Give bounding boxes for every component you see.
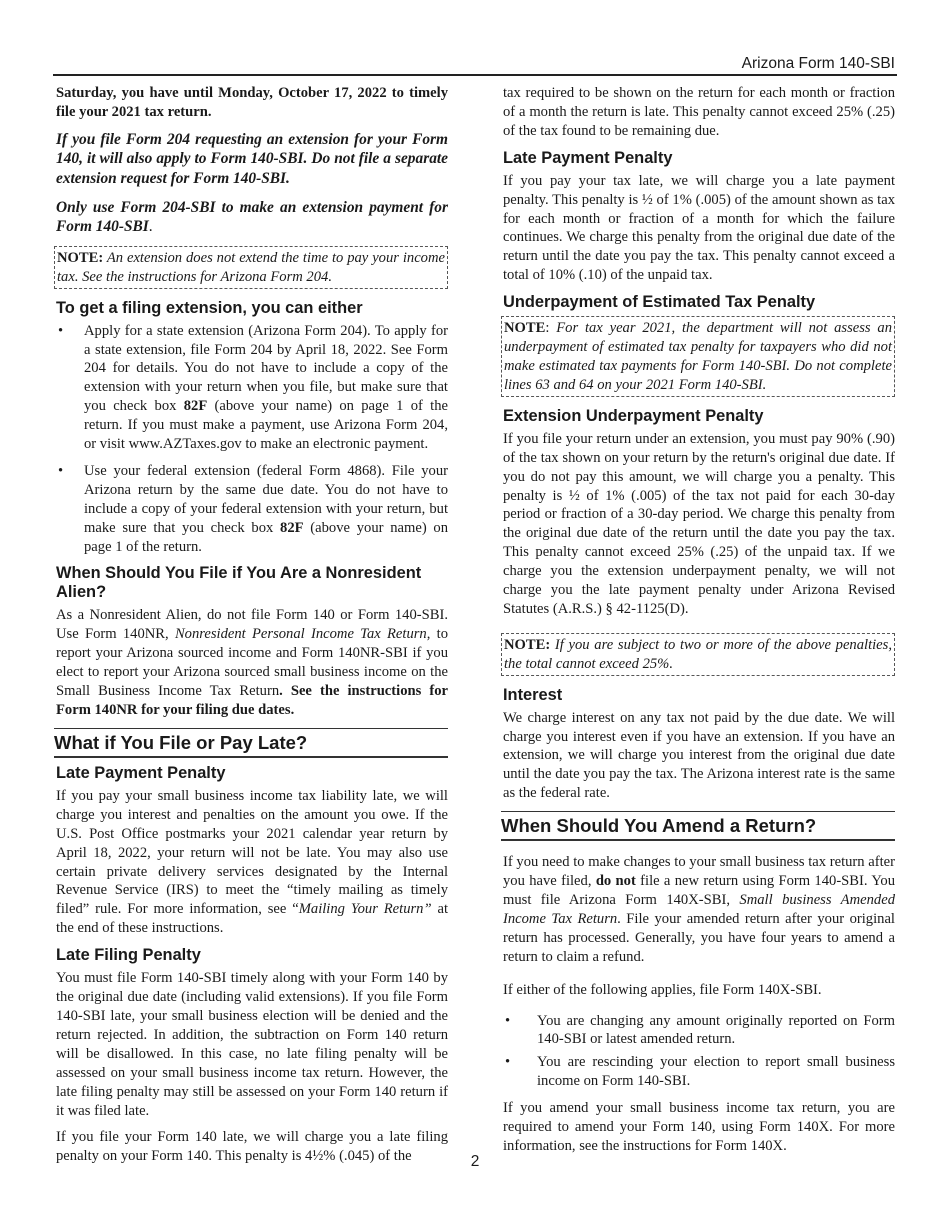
underpayment-heading: Underpayment of Estimated Tax Penalty — [503, 293, 816, 312]
filing-extension-heading: To get a filing extension, you can either — [56, 298, 363, 317]
checkbox-code: 82F — [280, 519, 304, 536]
nonresident-bold: . See the instructions for Form 140NR for your filing due dates. — [56, 683, 448, 718]
list-item-text: (above your name) on page 1 of the return. — [84, 519, 449, 555]
bullet-icon: • — [505, 1012, 511, 1029]
header-rule — [53, 74, 897, 76]
page-number: 2 — [470, 1153, 480, 1170]
form-title-ref: Small business Amended Income Tax Return — [503, 892, 895, 927]
bullet-icon: • — [58, 322, 64, 339]
late-section-heading: What if You File or Pay Late? — [54, 731, 308, 753]
amend-section-heading: When Should You Amend a Return? — [501, 815, 817, 837]
nonresident-text: , to report your Arizona sourced income and Form 140NR-SBI if you elect to report your Arizona sourced small business income on the Small Business Income Tax Return — [56, 626, 449, 700]
extension-payment-end: . — [148, 218, 153, 236]
amend-paragraph-1 — [503, 853, 895, 966]
list-item — [56, 322, 448, 454]
note-label: NOTE — [504, 320, 546, 337]
extension-deadline-text: Saturday, you have until Monday, October 17, 2022 to timely file your 2021 tax return. — [56, 85, 448, 120]
checkbox-code: 82F — [183, 398, 208, 415]
late-payment-paragraph — [56, 787, 448, 938]
bullet-icon: • — [505, 1054, 511, 1071]
nonresident-paragraph — [56, 606, 448, 719]
late-filing-continuation: tax required to be shown on the return for each month or fraction of a month the return is late. This penalty cannot exceed 25% (.25) of the tax found to be remaining due. — [503, 85, 895, 139]
penalty-cap-note-box — [501, 633, 895, 676]
page-header — [0, 0, 950, 76]
extension-deadline-paragraph — [56, 84, 448, 122]
amend-paragraph-2: If either of the following applies, file Form 140X-SBI. — [503, 981, 822, 998]
list-item — [56, 462, 448, 557]
extension-payment-paragraph — [56, 198, 448, 237]
list-item-text: You are rescinding your election to report small business income on Form 140-SBI. — [537, 1054, 895, 1090]
extension-underpayment-heading: Extension Underpayment Penalty — [503, 406, 764, 425]
amend-text: file a new return using Form 140-SBI. You must file Arizona Form 140X-SBI, — [503, 873, 895, 908]
form-title: Arizona Form 140-SBI — [741, 55, 895, 72]
extension-note-box — [54, 246, 448, 289]
amend-section-banner — [501, 811, 895, 841]
note-text: For tax year 2021, the department will not assess an underpayment of estimated tax penalty for taxpayers who did not make estimated tax payments for Form 140-SBI. Do not complete lines 63 and 64 on your 2021 Form 140-SBI. — [504, 320, 892, 393]
list-item — [503, 1053, 895, 1091]
amend-text: If you need to make changes to your small business tax return after you have filed, — [503, 854, 895, 890]
late-payment-heading: Late Payment Penalty — [56, 763, 226, 782]
list-item-text: Use your federal extension (federal Form 4868). File your Arizona return by the same due date. You do not have to include a copy of your federal extension with your return, but make sure that you check box — [84, 462, 448, 536]
late-filing-paragraph-1: You must file Form 140-SBI timely along with your Form 140 by the original due date (including valid extensions). If you file Form 140-SBI late, your small business election will be denied and the return rejected. In addition, the subtraction on Form 140 return will be disallowed. In this case, no late filing penalty will be assessed on your small business income tax return. However, the late filing penalty may still be assessed on your Form 140 return if it was filed late. — [56, 970, 448, 1119]
note-label: NOTE: — [504, 636, 551, 653]
underpayment-note-box — [501, 316, 895, 397]
nonresident-text: As a Nonresident Alien, do not file Form 140 or Form 140-SBI. Use Form 140NR, — [56, 607, 448, 643]
list-item-text: Apply for a state extension (Arizona Form 204). To apply for a state extension, file Form 204 by April 18, 2022. See Form 204 for details. You do not have to include a copy of the extension with your return when you file, but make sure that you check box — [84, 322, 448, 415]
note-label: NOTE: — [57, 249, 104, 266]
late-payment-text: If you pay your small business income tax liability late, we will charge you interest and penalties on the amount you owe. If the U.S. Post Office postmarks your 2021 calendar year return by April 18, 2022, your return will not be late. You may also use certain private delivery services designated by the Internal Revenue Service (IRS) to meet the “timely mailing as timely filed” rule. For more information, see “ — [56, 787, 448, 918]
note-colon: : — [545, 320, 550, 337]
late-payment-heading-2: Late Payment Penalty — [503, 148, 673, 167]
note-text: An extension does not extend the time to pay your income tax. See the instructions for Arizona Form 204. — [57, 249, 445, 285]
amend-paragraph-3: If you amend your small business income tax return, you are required to amend your Form 140, using Form 140X. For more information, see the instructions for Form 140X. — [503, 1100, 895, 1154]
extension-applies-paragraph: If you file Form 204 requesting an extension for your Form 140, it will also apply to Form 140-SBI. Do not file a separate extension request for Form 140-SBI. — [56, 130, 448, 187]
right-column — [503, 84, 895, 1164]
mailing-return-ref: Mailing Your Return” — [298, 901, 432, 918]
list-item — [503, 1012, 895, 1050]
amend-bold: do not — [595, 873, 636, 890]
note-text: If you are subject to two or more of the above penalties, the total cannot exceed 25%. — [504, 636, 892, 672]
late-section-banner — [54, 728, 448, 758]
extension-underpayment-paragraph: If you file your return under an extension, you must pay 90% (.90) of the tax shown on your return by the return's original due date. If you do not pay this amount, we will charge you a penalty. This penalty is ½ of 1% (.005) of the tax not paid for each 30-day period or fraction of a 30-day period. We charge this penalty from the original due date of the return until the date you pay the tax. This penalty cannot exceed 25% (.25) of the unpaid tax. If we charge you the extension underpayment penalty, we will not charge you the late payment penalty under Arizona Revised Statutes (A.R.S.) § 42-1125(D). — [503, 430, 895, 617]
interest-heading: Interest — [503, 685, 563, 704]
filing-extension-list — [56, 322, 448, 557]
late-payment-text: at the end of these instructions. — [56, 901, 448, 937]
late-payment-paragraph-2: If you pay your tax late, we will charge you a late payment penalty. This penalty is ½ of 1% (.005) of the amount shown as tax for each month or fraction of a month for which the failure continues. We charge this penalty from the original due date of the return until the date you pay the tax. This penalty cannot exceed a total of 10% (.10) of the unpaid tax. — [503, 172, 895, 284]
form-title-ref: Nonresident Personal Income Tax Return — [174, 626, 427, 643]
nonresident-heading: When Should You File if You Are a Nonresident Alien? — [56, 564, 422, 602]
left-column — [56, 84, 448, 1174]
extension-payment-text: Only use Form 204-SBI to make an extension payment for Form 140-SBI — [56, 198, 448, 236]
list-item-text: You are changing any amount originally reported on Form 140-SBI or latest amended return. — [537, 1012, 895, 1048]
late-filing-heading: Late Filing Penalty — [56, 946, 201, 965]
amend-text: . File your amended return after your original return has processed. Generally, you have four years to amend a return to claim a refund. — [503, 910, 895, 965]
late-filing-paragraph-2: If you file your Form 140 late, we will charge you a late filing penalty on your Form 140. This penalty is 4½% (.045) of the — [56, 1129, 448, 1165]
list-item-text: (above your name) on page 1 of the return. If you must make a payment, use Arizona Form 204, or visit www.AZTaxes.gov to make an electronic payment. — [84, 398, 448, 453]
interest-paragraph: We charge interest on any tax not paid by the due date. We will charge you interest even if you have an extension. If you have an extension, we will charge you interest from the original due date until the date you pay the tax. The Arizona interest rate is the same as the federal rate. — [503, 709, 895, 802]
bullet-icon: • — [58, 462, 64, 479]
amend-list — [503, 1012, 895, 1092]
